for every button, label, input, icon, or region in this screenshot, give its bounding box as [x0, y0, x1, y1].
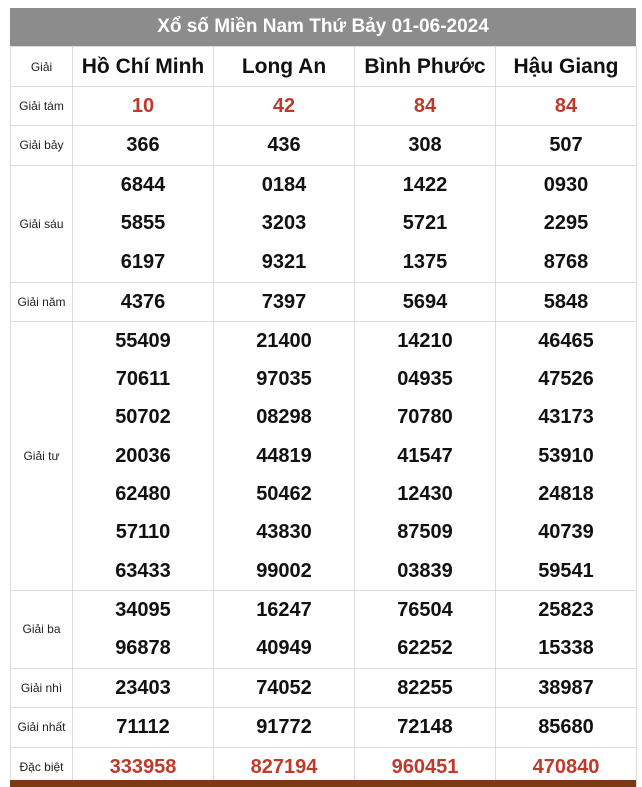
prize-number: 0184 [261, 174, 307, 197]
prize-cell [73, 708, 214, 747]
prize-number: 50462 [256, 483, 312, 506]
prize-cell [73, 126, 214, 165]
prize-number: 62480 [115, 483, 171, 506]
prize-number: 366 [126, 134, 160, 157]
prize-number: 15338 [538, 637, 594, 660]
prize-row-g5 [11, 282, 637, 321]
prize-cell [355, 165, 496, 282]
prize-number: 5855 [120, 212, 166, 235]
province-header[interactable]: Hậu Giang [496, 47, 637, 87]
prize-number: 63433 [115, 559, 171, 582]
prize-number: 6197 [120, 250, 166, 273]
prize-cell [73, 165, 214, 282]
prize-number: 4376 [120, 290, 166, 313]
prize-cell [73, 282, 214, 321]
prize-number: 53910 [538, 444, 594, 467]
prize-cell [214, 282, 355, 321]
prize-number: 8768 [543, 250, 589, 273]
prize-number: 40739 [538, 521, 594, 544]
prize-number: 40949 [256, 637, 312, 660]
prize-cell [214, 87, 355, 126]
prize-number: 43830 [256, 521, 312, 544]
prize-number: 5721 [402, 212, 448, 235]
prize-cell [496, 282, 637, 321]
province-header[interactable]: Bình Phước [355, 47, 496, 87]
prize-number: 59541 [538, 559, 594, 582]
prize-cell [355, 321, 496, 590]
prize-number: 41547 [397, 444, 453, 467]
prize-row-g2 [11, 668, 637, 707]
prize-number: 84 [413, 95, 437, 117]
prize-cell [214, 165, 355, 282]
prize-number: 20036 [115, 444, 171, 467]
prize-cell [355, 668, 496, 707]
prize-number: 42 [272, 95, 296, 117]
prize-number: 16247 [256, 599, 312, 622]
prize-cell [496, 590, 637, 668]
results-panel [10, 8, 636, 787]
prize-cell [496, 165, 637, 282]
prize-label: Đặc biệt [11, 747, 73, 786]
province-header[interactable]: Hồ Chí Minh [73, 47, 214, 87]
prize-row-g1 [11, 708, 637, 747]
prize-number: 7397 [261, 290, 307, 313]
prize-number: 5848 [543, 290, 589, 313]
prize-number: 9321 [261, 250, 307, 273]
prize-number: 960451 [391, 755, 459, 778]
prize-number: 62252 [397, 637, 453, 660]
prize-cell [73, 87, 214, 126]
prize-row-g3 [11, 590, 637, 668]
prize-number: 308 [408, 134, 442, 157]
prize-number: 10 [131, 95, 155, 117]
prize-cell [73, 668, 214, 707]
prize-number: 99002 [256, 559, 312, 582]
prize-label: Giải sáu [11, 165, 73, 282]
page-title: Xổ số Miền Nam Thứ Bảy 01-06-2024 [10, 8, 636, 46]
prize-number: 08298 [256, 406, 312, 429]
prize-row-g7 [11, 126, 637, 165]
prize-number: 55409 [115, 329, 171, 352]
prize-label: Giải ba [11, 590, 73, 668]
prize-cell [214, 321, 355, 590]
prize-number: 507 [549, 134, 583, 157]
prize-number: 44819 [256, 444, 312, 467]
prize-number: 14210 [397, 329, 453, 352]
prize-number: 03839 [397, 559, 453, 582]
prize-cell [355, 708, 496, 747]
prize-label: Giải nhất [11, 708, 73, 747]
prize-number: 46465 [538, 329, 594, 352]
prize-number: 38987 [538, 676, 594, 699]
prize-number: 470840 [532, 755, 600, 778]
prize-row-g8 [11, 87, 637, 126]
prize-label: Giải tám [11, 87, 73, 126]
prize-number: 97035 [256, 368, 312, 391]
prize-number: 0930 [543, 174, 589, 197]
prize-cell [214, 590, 355, 668]
prize-number: 96878 [115, 637, 171, 660]
prize-number: 70611 [115, 368, 171, 391]
prize-number: 70780 [397, 406, 453, 429]
prize-number: 333958 [109, 755, 177, 778]
prize-label: Giải tư [11, 321, 73, 590]
prize-number: 71112 [116, 716, 170, 739]
prize-number: 436 [267, 134, 301, 157]
prize-number: 21400 [256, 329, 312, 352]
prize-cell [214, 126, 355, 165]
prize-number: 1422 [402, 174, 448, 197]
prize-number: 85680 [538, 716, 594, 739]
prize-cell [355, 126, 496, 165]
prize-number: 84 [554, 95, 578, 117]
results-table [10, 46, 637, 787]
prize-number: 82255 [397, 676, 453, 699]
prize-cell [496, 321, 637, 590]
prize-cell [73, 321, 214, 590]
prize-number: 2295 [543, 212, 589, 235]
prize-cell [73, 590, 214, 668]
prize-cell [355, 590, 496, 668]
prize-number: 1375 [402, 250, 448, 273]
province-header[interactable]: Long An [214, 47, 355, 87]
prize-cell [355, 87, 496, 126]
prize-number: 827194 [250, 755, 318, 778]
prize-number: 24818 [538, 483, 594, 506]
prize-number: 50702 [115, 406, 171, 429]
bottom-bar [10, 780, 636, 787]
prize-cell [496, 87, 637, 126]
prize-label: Giải năm [11, 282, 73, 321]
table-header-row [11, 47, 637, 87]
prize-label: Giải bảy [11, 126, 73, 165]
prize-number: 74052 [256, 676, 312, 699]
prize-number: 43173 [538, 406, 594, 429]
prize-number: 47526 [538, 368, 594, 391]
prize-number: 72148 [397, 716, 453, 739]
prize-number: 76504 [397, 599, 453, 622]
prize-cell [496, 668, 637, 707]
prize-number: 12430 [397, 483, 453, 506]
prize-column-header: Giải [11, 47, 73, 87]
prize-number: 6844 [120, 174, 166, 197]
prize-number: 3203 [261, 212, 307, 235]
prize-cell [496, 126, 637, 165]
prize-number: 5694 [402, 290, 448, 313]
prize-cell [355, 282, 496, 321]
prize-cell [496, 708, 637, 747]
prize-label: Giải nhì [11, 668, 73, 707]
prize-row-g6 [11, 165, 637, 282]
prize-cell [214, 668, 355, 707]
prize-number: 25823 [538, 599, 594, 622]
prize-number: 23403 [115, 676, 171, 699]
prize-number: 87509 [397, 521, 453, 544]
prize-number: 57110 [115, 521, 171, 544]
prize-cell [214, 708, 355, 747]
prize-number: 34095 [115, 599, 171, 622]
prize-number: 91772 [256, 716, 312, 739]
prize-number: 04935 [397, 368, 453, 391]
prize-row-g4 [11, 321, 637, 590]
